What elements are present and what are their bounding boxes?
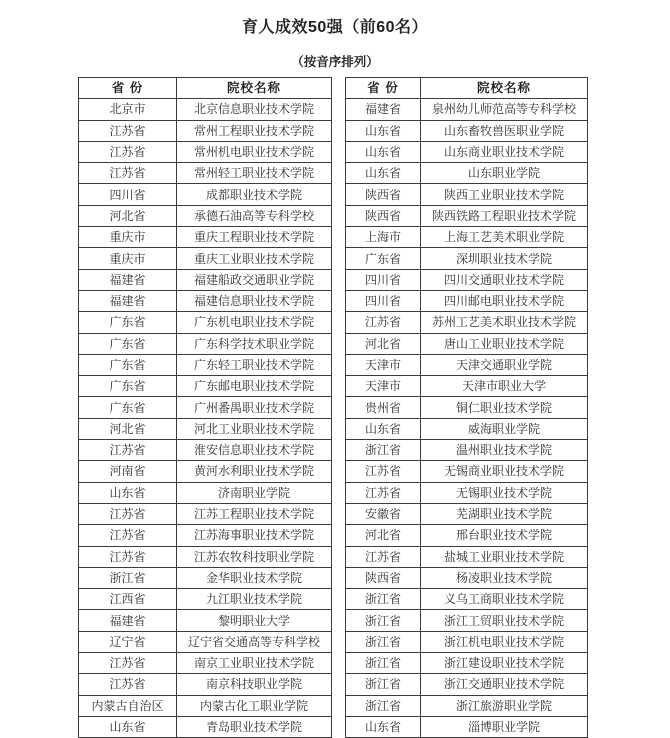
institution-cell: 深圳职业技术学院 [421, 248, 588, 269]
institution-cell: 山东商业职业技术学院 [421, 141, 588, 162]
page-title: 育人成效50强（前60名） [241, 19, 429, 36]
table-row [346, 461, 588, 482]
table-row [346, 397, 588, 418]
table-row [79, 205, 332, 226]
institution-cell: 常州工程职业技术学院 [177, 120, 332, 141]
province-cell: 江苏省 [79, 163, 177, 184]
province-cell: 江苏省 [346, 482, 421, 503]
table-row [79, 716, 332, 737]
province-cell: 浙江省 [346, 631, 421, 652]
institution-cell: 黎明职业大学 [177, 610, 332, 631]
table-row [346, 525, 588, 546]
institution-cell: 南京工业职业技术学院 [177, 653, 332, 674]
province-cell: 山东省 [79, 482, 177, 503]
tables-container [78, 77, 670, 738]
province-cell: 福建省 [346, 99, 421, 120]
institution-cell: 铜仁职业技术学院 [421, 397, 588, 418]
table-row [346, 205, 588, 226]
table-body-left [79, 99, 332, 738]
table-row [79, 631, 332, 652]
table-row [79, 354, 332, 375]
header-row [79, 78, 332, 99]
institution-cell: 承德石油高等专科学校 [177, 205, 332, 226]
column-header-province: 省 份 [346, 78, 421, 99]
institution-cell: 义乌工商职业技术学院 [421, 589, 588, 610]
institution-cell: 浙江交通职业技术学院 [421, 674, 588, 695]
province-cell: 浙江省 [79, 567, 177, 588]
institution-cell: 金华职业技术学院 [177, 567, 332, 588]
province-cell: 江苏省 [346, 312, 421, 333]
table-row [346, 567, 588, 588]
rank-table-right [345, 77, 588, 738]
province-cell: 四川省 [346, 269, 421, 290]
province-cell: 四川省 [79, 184, 177, 205]
institution-cell: 浙江旅游职业学院 [421, 695, 588, 716]
province-cell: 北京市 [79, 99, 177, 120]
institution-cell: 无锡商业职业技术学院 [421, 461, 588, 482]
province-cell: 河北省 [346, 525, 421, 546]
institution-cell: 广东轻工职业技术学院 [177, 354, 332, 375]
province-cell: 河北省 [79, 418, 177, 439]
province-cell: 广东省 [79, 333, 177, 354]
table-header-left [79, 78, 332, 99]
province-cell: 福建省 [79, 290, 177, 311]
province-cell: 安徽省 [346, 503, 421, 524]
institution-cell: 泉州幼儿师范高等专科学校 [421, 99, 588, 120]
column-header-institution: 院校名称 [177, 78, 332, 99]
table-row [346, 610, 588, 631]
institution-cell: 广州番禺职业技术学院 [177, 397, 332, 418]
table-row [346, 631, 588, 652]
header-row [346, 78, 588, 99]
table-row [346, 333, 588, 354]
table-body-right [346, 99, 588, 738]
table-row [346, 120, 588, 141]
institution-cell: 重庆工程职业技术学院 [177, 227, 332, 248]
table-row [79, 567, 332, 588]
institution-cell: 芜湖职业技术学院 [421, 503, 588, 524]
institution-cell: 济南职业学院 [177, 482, 332, 503]
province-cell: 福建省 [79, 269, 177, 290]
table-row [346, 589, 588, 610]
institution-cell: 广东科学技术职业学院 [177, 333, 332, 354]
table-row [346, 184, 588, 205]
institution-cell: 四川邮电职业技术学院 [421, 290, 588, 311]
province-cell: 江苏省 [79, 674, 177, 695]
institution-cell: 南京科技职业学院 [177, 674, 332, 695]
province-cell: 山东省 [346, 418, 421, 439]
table-row [346, 440, 588, 461]
table-row [346, 163, 588, 184]
province-cell: 浙江省 [346, 674, 421, 695]
province-cell: 天津市 [346, 354, 421, 375]
table-row [79, 376, 332, 397]
province-cell: 陕西省 [346, 205, 421, 226]
institution-cell: 山东职业学院 [421, 163, 588, 184]
table-row [79, 248, 332, 269]
table-row [79, 290, 332, 311]
column-header-institution: 院校名称 [421, 78, 588, 99]
institution-cell: 无锡职业技术学院 [421, 482, 588, 503]
table-row [346, 376, 588, 397]
table-header-right [346, 78, 588, 99]
province-cell: 重庆市 [79, 227, 177, 248]
province-cell: 广东省 [79, 397, 177, 418]
institution-cell: 温州职业技术学院 [421, 440, 588, 461]
institution-cell: 陕西工业职业技术学院 [421, 184, 588, 205]
table-row [79, 269, 332, 290]
institution-cell: 盐城工业职业技术学院 [421, 546, 588, 567]
province-cell: 山东省 [346, 141, 421, 162]
table-row [346, 503, 588, 524]
province-cell: 江苏省 [79, 440, 177, 461]
table-row [346, 141, 588, 162]
page-subtitle: （按音序排列） [291, 55, 379, 69]
table-row [79, 610, 332, 631]
institution-cell: 广东机电职业技术学院 [177, 312, 332, 333]
table-row [79, 589, 332, 610]
table-row [346, 248, 588, 269]
institution-cell: 北京信息职业技术学院 [177, 99, 332, 120]
province-cell: 贵州省 [346, 397, 421, 418]
province-cell: 陕西省 [346, 567, 421, 588]
institution-cell: 陕西铁路工程职业技术学院 [421, 205, 588, 226]
province-cell: 山东省 [79, 716, 177, 737]
table-row [79, 163, 332, 184]
institution-cell: 河北工业职业技术学院 [177, 418, 332, 439]
province-cell: 河南省 [79, 461, 177, 482]
institution-cell: 邢台职业技术学院 [421, 525, 588, 546]
institution-cell: 江苏农牧科技职业学院 [177, 546, 332, 567]
institution-cell: 天津交通职业学院 [421, 354, 588, 375]
institution-cell: 重庆工业职业技术学院 [177, 248, 332, 269]
institution-cell: 成都职业技术学院 [177, 184, 332, 205]
province-cell: 重庆市 [79, 248, 177, 269]
table-row [79, 99, 332, 120]
province-cell: 广东省 [79, 376, 177, 397]
institution-cell: 九江职业技术学院 [177, 589, 332, 610]
institution-cell: 天津市职业大学 [421, 376, 588, 397]
institution-cell: 威海职业学院 [421, 418, 588, 439]
table-row [346, 482, 588, 503]
table-row [79, 440, 332, 461]
institution-cell: 唐山工业职业技术学院 [421, 333, 588, 354]
province-cell: 上海市 [346, 227, 421, 248]
table-row [79, 503, 332, 524]
table-row [346, 290, 588, 311]
rank-table-left [78, 77, 332, 738]
institution-cell: 青岛职业技术学院 [177, 716, 332, 737]
province-cell: 广东省 [79, 354, 177, 375]
institution-cell: 江苏海事职业技术学院 [177, 525, 332, 546]
institution-cell: 浙江机电职业技术学院 [421, 631, 588, 652]
province-cell: 浙江省 [346, 440, 421, 461]
province-cell: 山东省 [346, 716, 421, 737]
province-cell: 辽宁省 [79, 631, 177, 652]
table-row [79, 184, 332, 205]
province-cell: 江苏省 [346, 461, 421, 482]
institution-cell: 内蒙古化工职业学院 [177, 695, 332, 716]
table-row [79, 653, 332, 674]
province-cell: 河北省 [346, 333, 421, 354]
institution-cell: 苏州工艺美术职业技术学院 [421, 312, 588, 333]
province-cell: 山东省 [346, 120, 421, 141]
institution-cell: 上海工艺美术职业学院 [421, 227, 588, 248]
institution-cell: 淮安信息职业技术学院 [177, 440, 332, 461]
institution-cell: 辽宁省交通高等专科学校 [177, 631, 332, 652]
table-row [346, 674, 588, 695]
table-row [79, 461, 332, 482]
province-cell: 江西省 [79, 589, 177, 610]
table-row [346, 716, 588, 737]
province-cell: 江苏省 [79, 141, 177, 162]
table-row [346, 354, 588, 375]
province-cell: 广东省 [346, 248, 421, 269]
institution-cell: 江苏工程职业技术学院 [177, 503, 332, 524]
province-cell: 浙江省 [346, 589, 421, 610]
institution-cell: 常州轻工职业技术学院 [177, 163, 332, 184]
table-row [79, 674, 332, 695]
province-cell: 江苏省 [79, 503, 177, 524]
province-cell: 陕西省 [346, 184, 421, 205]
institution-cell: 浙江工贸职业技术学院 [421, 610, 588, 631]
table-row [346, 269, 588, 290]
province-cell: 江苏省 [79, 546, 177, 567]
table-row [346, 418, 588, 439]
province-cell: 江苏省 [79, 120, 177, 141]
table-row [79, 695, 332, 716]
province-cell: 江苏省 [346, 546, 421, 567]
institution-cell: 杨凌职业技术学院 [421, 567, 588, 588]
institution-cell: 四川交通职业技术学院 [421, 269, 588, 290]
table-row [79, 227, 332, 248]
table-row [346, 99, 588, 120]
institution-cell: 黄河水利职业技术学院 [177, 461, 332, 482]
table-row [346, 695, 588, 716]
table-row [79, 120, 332, 141]
table-row [346, 546, 588, 567]
institution-cell: 淄博职业学院 [421, 716, 588, 737]
province-cell: 浙江省 [346, 610, 421, 631]
institution-cell: 福建船政交通职业学院 [177, 269, 332, 290]
table-row [79, 418, 332, 439]
table-row [346, 653, 588, 674]
institution-cell: 广东邮电职业技术学院 [177, 376, 332, 397]
column-header-province: 省 份 [79, 78, 177, 99]
province-cell: 江苏省 [79, 525, 177, 546]
province-cell: 内蒙古自治区 [79, 695, 177, 716]
table-row [346, 312, 588, 333]
province-cell: 河北省 [79, 205, 177, 226]
province-cell: 广东省 [79, 312, 177, 333]
table-row [79, 312, 332, 333]
institution-cell: 山东畜牧兽医职业学院 [421, 120, 588, 141]
province-cell: 浙江省 [346, 695, 421, 716]
province-cell: 浙江省 [346, 653, 421, 674]
province-cell: 天津市 [346, 376, 421, 397]
table-row [79, 141, 332, 162]
institution-cell: 浙江建设职业技术学院 [421, 653, 588, 674]
province-cell: 福建省 [79, 610, 177, 631]
table-row [79, 333, 332, 354]
table-row [79, 482, 332, 503]
institution-cell: 福建信息职业技术学院 [177, 290, 332, 311]
table-row [79, 525, 332, 546]
table-row [79, 397, 332, 418]
institution-cell: 常州机电职业技术学院 [177, 141, 332, 162]
province-cell: 山东省 [346, 163, 421, 184]
province-cell: 四川省 [346, 290, 421, 311]
province-cell: 江苏省 [79, 653, 177, 674]
table-row [79, 546, 332, 567]
table-row [346, 227, 588, 248]
